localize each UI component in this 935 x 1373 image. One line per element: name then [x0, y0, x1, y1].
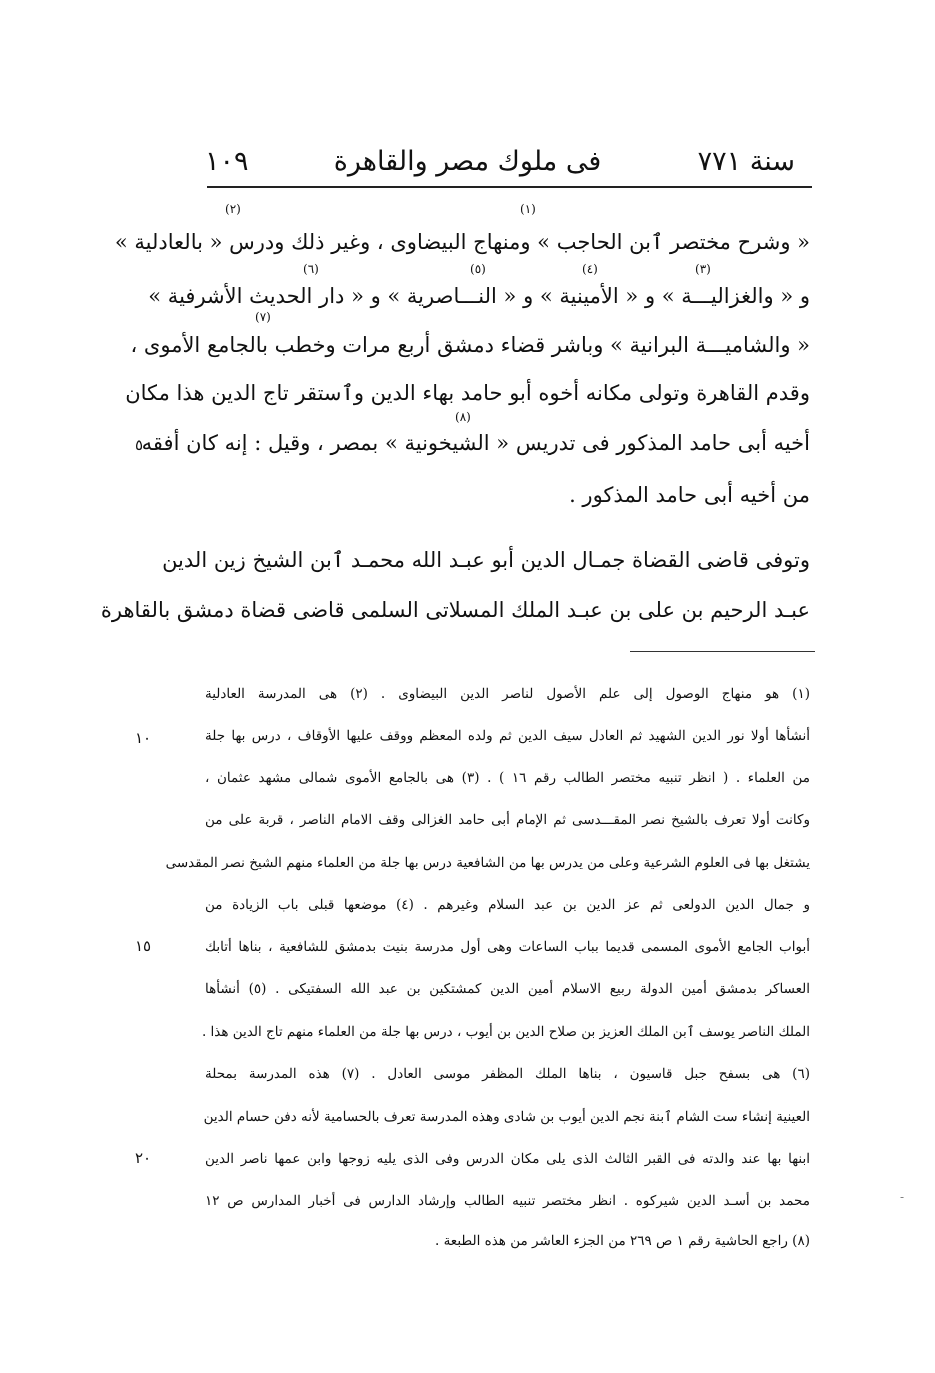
footnote-ref-8: (٨): [455, 410, 471, 424]
body-line: وقدم القاهرة وتولى مكانه أخوه أبو حامد بهاء الدين وٱستقر تاج الدين هذا مكان: [125, 381, 810, 405]
footnote-ref-5: (٥): [470, 262, 486, 276]
header-rule: [207, 186, 812, 188]
footnote-line: من العلماء . ( انظر تنبيه مختصر الطالب رقم ١٦ ) . (٣) هى بالجامع الأموى شمالى مشهد عثمان ،: [205, 770, 810, 786]
footnote-line: (٦) هى بسفح جبل قاسيون ، بناها الملك المظفر موسى العادل . (٧) هذه المدرسة بمحلة: [205, 1066, 810, 1082]
margin-line-number: ١٠: [135, 729, 152, 747]
body-line: عبـد الرحيم بن على بن عبـد الملك المسلاتى السلمى قاضى قضاة دمشق بالقاهرة: [100, 598, 810, 622]
footnote-ref-6: (٦): [303, 262, 319, 276]
footnote-line: أبواب الجامع الأموى المسمى قديما بباب الساعات وهى أول مدرسة بنيت بدمشق للشافعية ، بناها أتابك: [205, 939, 811, 955]
footnote-line: يشتغل بها فى العلوم الشرعية وعلى من يدرس بها من الشافعية درس بها جلة من العلماء منهم الشيخ نصر المقدسى: [165, 855, 810, 871]
header-year: سنة ٧٧١: [697, 146, 795, 177]
body-line: أخيه أبى حامد المذكور فى تدريس « الشيخونية » بمصر ، وقيل : إنه كان أفقه: [141, 431, 810, 455]
footnote-ref-3: (٣): [695, 262, 711, 276]
footnote-line: العينية إنشاء ست الشام ٱبنة نجم الدين أيوب بن شادى وهذه المدرسة تعرف بالحسامية لأنه دفن حسام الدين: [203, 1109, 810, 1125]
footnote-line: وكانت أولا تعرف بالشيخ نصر المقـــدسى ثم الإمام أبى حامد الغزالى وقف الامام الناصر ، قربة على من: [205, 812, 810, 828]
margin-line-number: ٢٠: [135, 1149, 152, 1167]
footnote-ref-4: (٤): [582, 262, 598, 276]
body-line: وتوفى قاضى القضاة جمـال الدين أبو عبـد الله محمـد ٱبن الشيخ زين الدين: [162, 548, 810, 572]
header-title: فى ملوك مصر والقاهرة: [333, 146, 602, 177]
footnote-separator: [630, 651, 815, 652]
body-line: من أخيه أبى حامد المذكور .: [569, 483, 810, 507]
header-page-number: ١٠٩: [205, 146, 249, 177]
stray-mark: -: [900, 1190, 905, 1204]
footnote-line: (١) هو منهاج الوصول إلى علم الأصول لناصر الدين البيضاوى . (٢) هى المدرسة العادلية: [205, 686, 810, 702]
footnote-line: أنشأها أولا نور الدين الشهيد ثم العادل سيف الدين ثم ولده المعظم ووقف عليها الأوقاف ، درس بها جلة: [205, 728, 810, 744]
footnote-ref-2: (٢): [225, 202, 241, 216]
footnote-line: ابنها بها عند والدته فى القبر الثالث الذى يلى مكان الدرس وفى الذى يليه زوجها وابن عمها ناصر الدين: [205, 1151, 810, 1167]
body-line: « وشرح مختصر ٱبن الحاجب » ومنهاج البيضاوى ، وغير ذلك ودرس « بالعادلية »: [114, 230, 810, 254]
body-line: « والشاميـــة البرانية » وباشر قضاء دمشق أربع مرات وخطب بالجامع الأموى ،: [130, 333, 810, 357]
footnote-line: الملك الناصر يوسف ٱبن الملك العزيز بن صلاح الدين بن أيوب ، درس بها جلة من العلماء منهم تاج الدين هذا .: [201, 1024, 810, 1040]
footnote-line: و جمال الدين الدولعى ثم عز الدين بن عبد السلام وغيرهم . (٤) موضعها قبلى باب الزيادة من: [205, 897, 810, 913]
footnote-line: محمد بن أسـد الدين شيركوه . انظر مختصر تنبيه الطالب وإرشاد الدارس فى أخبار المدارس ص ١٢: [205, 1193, 810, 1209]
footnote-ref-1: (١): [520, 202, 536, 216]
footnote-line: (٨) راجع الحاشية رقم ١ ص ٢٦٩ من الجزء العاشر من هذه الطبعة .: [434, 1233, 810, 1249]
margin-line-number: ١٥: [135, 937, 152, 955]
body-line: و « والغزاليـــة » و « الأمينية » و « النـــاصرية » و « دار الحديث الأشرفية »: [148, 284, 810, 308]
margin-line-number: ٥: [135, 436, 144, 454]
footnote-line: العساكر بدمشق أمين الدولة ربيع الاسلام أمين الدين كمشتكين بن عبد الله السفتيكى . (٥) أنشأها: [205, 981, 810, 997]
footnote-ref-7: (٧): [255, 310, 271, 324]
